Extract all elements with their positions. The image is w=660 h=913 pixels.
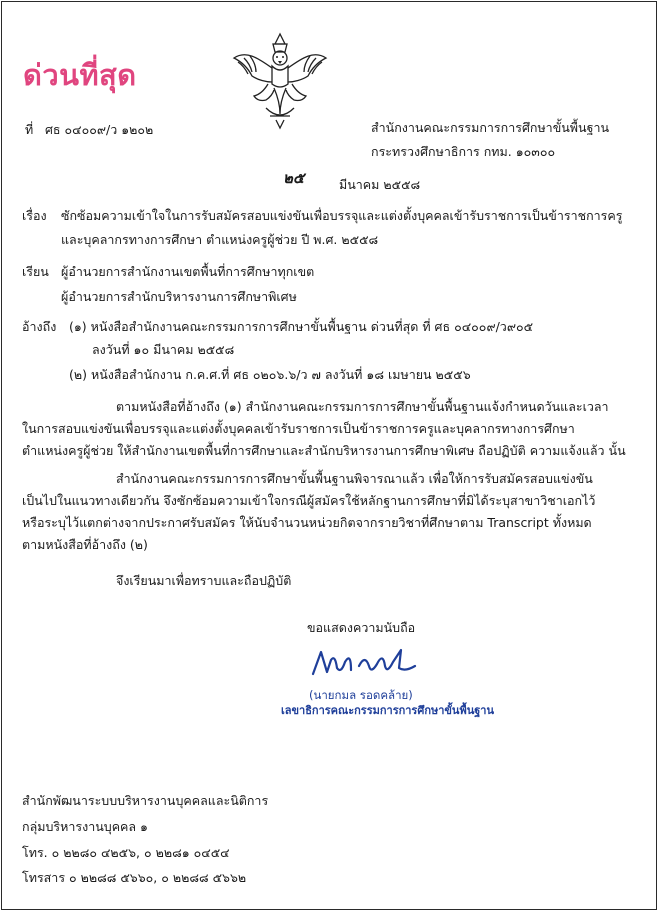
regards: ขอแสดงความนับถือ — [307, 620, 416, 635]
subject-line: ซักซ้อมความเข้าใจในการรับสมัครสอบแข่งขันเพื่อบรรจุและแต่งตั้งบุคคลเข้ารับราชการเป็นข้าราชการครู — [61, 208, 623, 223]
date-day: ๒๕ — [283, 169, 305, 187]
footer-fax: โทรสาร ๐ ๒๒๘๘ ๕๖๖๐, ๐ ๒๒๘๘ ๕๖๖๒ — [22, 870, 247, 885]
reference-number: ศธ ๐๔๐๐๙/ว ๑๒๐๒ — [45, 122, 154, 137]
footer-phone: โทร. ๐ ๒๒๘๐ ๔๒๕๖, ๐ ๒๒๘๑ ๐๔๕๔ — [22, 845, 230, 860]
reference-item: (๑) หนังสือสำนักงานคณะกรรมการการศึกษาขั้นพื้นฐาน ด่วนที่สุด ที่ ศธ ๐๔๐๐๙/ว๙๐๕ — [69, 319, 534, 334]
issuing-office: สำนักงานคณะกรรมการการศึกษาขั้นพื้นฐาน — [371, 120, 610, 135]
subject-label: เรื่อง — [22, 208, 47, 223]
issuing-office-address: กระทรวงศึกษาธิการ กทม. ๑๐๓๐๐ — [371, 144, 556, 159]
paragraph-line: ในการสอบแข่งขันเพื่อบรรจุและแต่งตั้งบุคคลเข้ารับราชการเป็นข้าราชการครูและบุคลากรทางการศึกษา — [22, 421, 575, 436]
signatory-name: (นายกมล รอดคล้าย) — [309, 688, 413, 702]
footer-group: กลุ่มบริหารงานบุคคล ๑ — [22, 819, 148, 834]
signatory-position: เลขาธิการคณะกรรมการการศึกษาขั้นพื้นฐาน — [281, 704, 494, 717]
body-paragraph — [22, 396, 636, 462]
reference-label: ที่ — [25, 122, 34, 137]
subject-line: และบุคลากรทางการศึกษา ตำแหน่งครูผู้ช่วย ปี พ.ศ. ๒๕๕๘ — [61, 232, 379, 247]
reference-item: (๒) หนังสือสำนักงาน ก.ค.ศ.ที่ ศธ ๐๒๐๖.๖/ว ๗ ลงวันที่ ๑๘ เมษายน ๒๕๕๖ — [69, 367, 471, 382]
body-paragraph — [22, 468, 636, 556]
recipient-line: ผู้อำนวยการสำนักบริหารงานการศึกษาพิเศษ — [61, 289, 297, 304]
reference-item-date: ลงวันที่ ๑๐ มีนาคม ๒๕๕๘ — [92, 342, 235, 357]
references-label: อ้างถึง — [22, 319, 57, 334]
date-month-year: มีนาคม ๒๕๕๘ — [339, 177, 421, 192]
recipient-line: ผู้อำนวยการสำนักงานเขตพื้นที่การศึกษาทุกเขต — [61, 264, 315, 279]
footer-office: สำนักพัฒนาระบบบริหารงานบุคคลและนิติการ — [22, 793, 269, 808]
closing-sentence: จึงเรียนมาเพื่อทราบและถือปฏิบัติ — [116, 573, 292, 588]
paragraph-line: เป็นไปในแนวทางเดียวกัน จึงซักซ้อมความเข้าใจกรณีผู้สมัครใช้หลักฐานการศึกษาที่มิได้ระบุสาขาวิชาเอกไว้ — [22, 493, 596, 508]
paragraph-line: ตามหนังสือที่อ้างถึง (๒) — [22, 537, 148, 552]
urgency-stamp: ด่วนที่สุด — [23, 58, 137, 92]
recipient-label: เรียน — [22, 264, 49, 279]
garuda-emblem — [228, 28, 332, 132]
paragraph-line: ตำแหน่งครูผู้ช่วย ให้สำนักงานเขตพื้นที่การศึกษาและสำนักบริหารงานการศึกษาพิเศษ ถือปฏิบัติ ความแจ้งแล้ว นั้น — [22, 443, 626, 458]
paragraph-line: ตามหนังสือที่อ้างถึง (๑) สำนักงานคณะกรรมการการศึกษาขั้นพื้นฐานแจ้งกำหนดวันและเวลา — [116, 399, 609, 414]
paragraph-line: สำนักงานคณะกรรมการการศึกษาขั้นพื้นฐานพิจารณาแล้ว เพื่อให้การรับสมัครสอบแข่งขัน — [116, 471, 593, 486]
paragraph-line: หรือระบุไว้แตกต่างจากประกาศรับสมัคร ให้นับจำนวนหน่วยกิตจากรายวิชาที่ศึกษาตาม Transcript ทั้งหมด — [22, 515, 592, 530]
handwritten-signature — [305, 644, 425, 684]
